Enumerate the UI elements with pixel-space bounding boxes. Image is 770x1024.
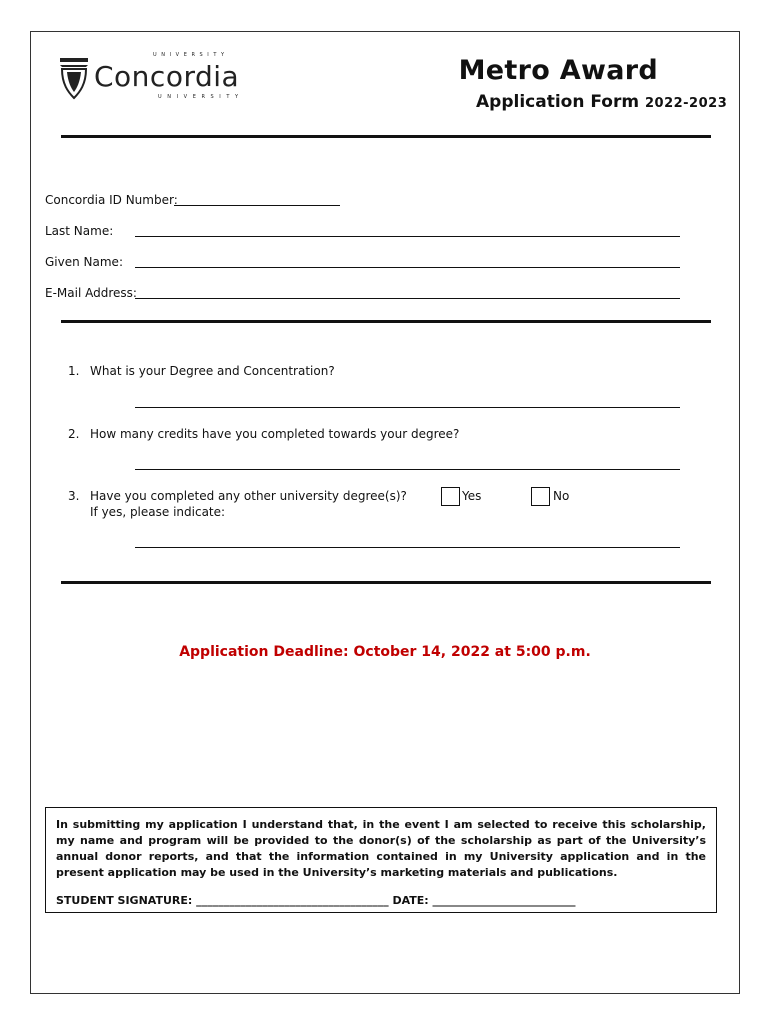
question-1-number: 1. [68, 364, 80, 378]
shield-icon [58, 56, 90, 100]
subtitle-year: 2022-2023 [644, 96, 728, 111]
email-label: E-Mail Address: [45, 286, 137, 300]
date-field[interactable]: __________________________ [432, 894, 576, 907]
last-name-label: Last Name: [45, 224, 114, 238]
other-degree-field[interactable] [135, 547, 680, 548]
question-3-number: 3. [68, 489, 80, 503]
logo-bottom-text: UNIVERSITY [158, 94, 244, 100]
id-number-field[interactable] [174, 205, 340, 206]
subtitle-text: Application Form [476, 92, 640, 112]
last-name-field[interactable] [135, 236, 680, 237]
signature-field[interactable]: ___________________________________ [196, 894, 389, 907]
concordia-logo [58, 52, 248, 104]
question-3-subtext: If yes, please indicate: [90, 505, 226, 519]
question-3-text: Have you completed any other university degree(s)? [90, 489, 407, 503]
question-1-text: What is your Degree and Concentration? [90, 364, 335, 378]
degree-field[interactable] [135, 407, 680, 408]
application-deadline: Application Deadline: October 14, 2022 at 5:00 p.m. [179, 644, 591, 660]
form-title: Metro Award [458, 55, 658, 86]
credits-field[interactable] [135, 469, 680, 470]
form-subtitle [476, 92, 727, 112]
signature-label: STUDENT SIGNATURE: [56, 894, 193, 907]
consent-box [45, 807, 717, 913]
given-name-field[interactable] [135, 267, 680, 268]
question-2-text: How many credits have you completed towards your degree? [90, 427, 460, 441]
id-number-label: Concordia ID Number: [45, 193, 178, 207]
logo-top-text: UNIVERSITY [153, 52, 229, 58]
no-checkbox[interactable] [531, 487, 550, 506]
given-name-label: Given Name: [45, 255, 123, 269]
no-label: No [553, 489, 570, 503]
questions-divider [61, 581, 711, 584]
yes-label: Yes [462, 489, 482, 503]
consent-text: In submitting my application I understand that, in the event I am selected to receive this scholarship, my name and program will be provided to the donor(s) of the scholarship as part of the University’s annual donor reports, and that the information contained in my University application and in the present application may be used in the University’s marketing materials and publications. [56, 818, 706, 879]
header-divider [61, 135, 711, 138]
info-divider [61, 320, 711, 323]
question-2-number: 2. [68, 427, 80, 441]
logo-wordmark: Concordia [94, 60, 240, 93]
yes-checkbox[interactable] [441, 487, 460, 506]
date-label: DATE: [392, 894, 429, 907]
email-field[interactable] [135, 298, 680, 299]
signature-row [56, 894, 576, 907]
